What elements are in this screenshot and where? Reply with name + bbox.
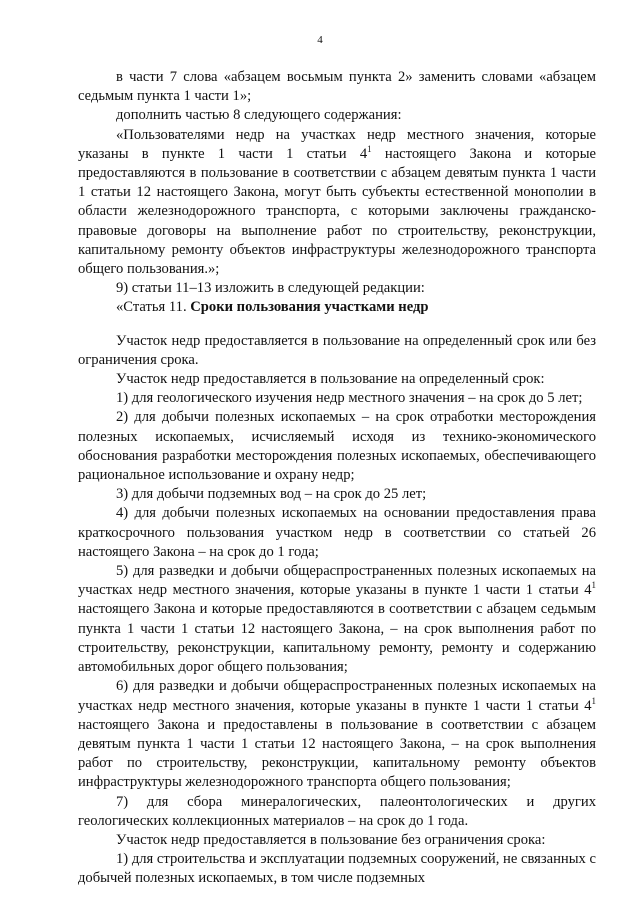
- list-item: [78, 562, 596, 677]
- paragraph-text: 5) для разведки и добычи общераспространенных полезных ископаемых на участках недр местного значения, которые указаны в пункте 1 части 1 статьи 4: [78, 563, 596, 599]
- article-title: Сроки пользования участками недр: [190, 299, 429, 316]
- paragraph-text: настоящего Закона и которые предоставляются в соответствии с абзацем седьмым пункта 1 части 1 статьи 12 настоящего Закона, – на срок выполнения работ по строительству, реконструкции, капитальному ремонту, ремонту и содержанию автомобильных дорог общего пользования;: [78, 601, 596, 676]
- article-heading: [78, 298, 596, 317]
- spacer: [78, 318, 596, 332]
- paragraph: 9) статьи 11–13 изложить в следующей редакции:: [116, 280, 425, 297]
- paragraph-text: настоящего Закона и предоставлены в пользование в соответствии с абзацем девятым пункта 1 части 1 статьи 12 настоящего Закона, – на срок выполнения работ по строительству, реконструкции, капитальному ремонту объектов инфраструктуры железнодорожного транспорта общего пользования;: [78, 716, 596, 791]
- superscript: 1: [591, 580, 596, 591]
- page-number: 4: [317, 34, 323, 46]
- list-item: 7) для сбора минералогических, палеонтологических и других геологических коллекционных материалов – на срок до 1 года.: [78, 793, 596, 829]
- superscript: 1: [367, 143, 372, 154]
- list-item: 3) для добычи подземных вод – на срок до 25 лет;: [116, 486, 427, 503]
- paragraph: Участок недр предоставляется в пользование на определенный срок:: [116, 371, 545, 388]
- paragraph: Участок недр предоставляется в пользование на определенный срок или без ограничения срока.: [78, 332, 596, 368]
- paragraph: дополнить частью 8 следующего содержания:: [116, 107, 402, 124]
- paragraph-text: настоящего Закона и которые предоставляются в пользование в соответствии с абзацем девятым пункта 1 части 1 статьи 12 настоящего Закона, могут быть субъекты естественной монополии в области железнодорожного транспорта, с которыми заключены гражданско-правовые договоры на выполнение работ по строительству, реконструкции, капитальному ремонту объектов инфраструктуры железнодорожного транспорта общего пользования.»;: [78, 145, 596, 278]
- list-item: 1) для строительства и эксплуатации подземных сооружений, не связанных с добычей полезных ископаемых, в том числе подземных: [78, 851, 596, 887]
- superscript: 1: [591, 695, 596, 706]
- paragraph-text: 6) для разведки и добычи общераспространенных полезных ископаемых на участках недр местного значения, которые указаны в пункте 1 части 1 статьи 4: [78, 678, 596, 714]
- list-item: 1) для геологического изучения недр местного значения – на срок до 5 лет;: [116, 390, 583, 407]
- paragraph: [78, 126, 596, 280]
- list-item: [78, 677, 596, 792]
- paragraph: в части 7 слова «абзацем восьмым пункта 2» заменить словами «абзацем седьмым пункта 1 части 1»;: [78, 69, 596, 105]
- document-body: [78, 68, 596, 889]
- paragraph-text: «Пользователями недр на участках недр местного значения, которые указаны в пункте 1 части 1 статьи 4: [78, 126, 596, 162]
- article-number: «Статья 11.: [116, 299, 191, 316]
- paragraph: Участок недр предоставляется в пользование без ограничения срока:: [116, 831, 546, 848]
- list-item: 2) для добычи полезных ископаемых – на срок отработки месторождения полезных ископаемых, исчисляемый исходя из технико-экономического обоснования разработки месторождения полезных ископаемых, обеспечивающего рациональное использование и охрану недр;: [78, 409, 596, 484]
- list-item: 4) для добычи полезных ископаемых на основании предоставления права краткосрочного пользования участком недр в соответствии со статьей 26 настоящего Закона – на срок до 1 года;: [78, 505, 596, 560]
